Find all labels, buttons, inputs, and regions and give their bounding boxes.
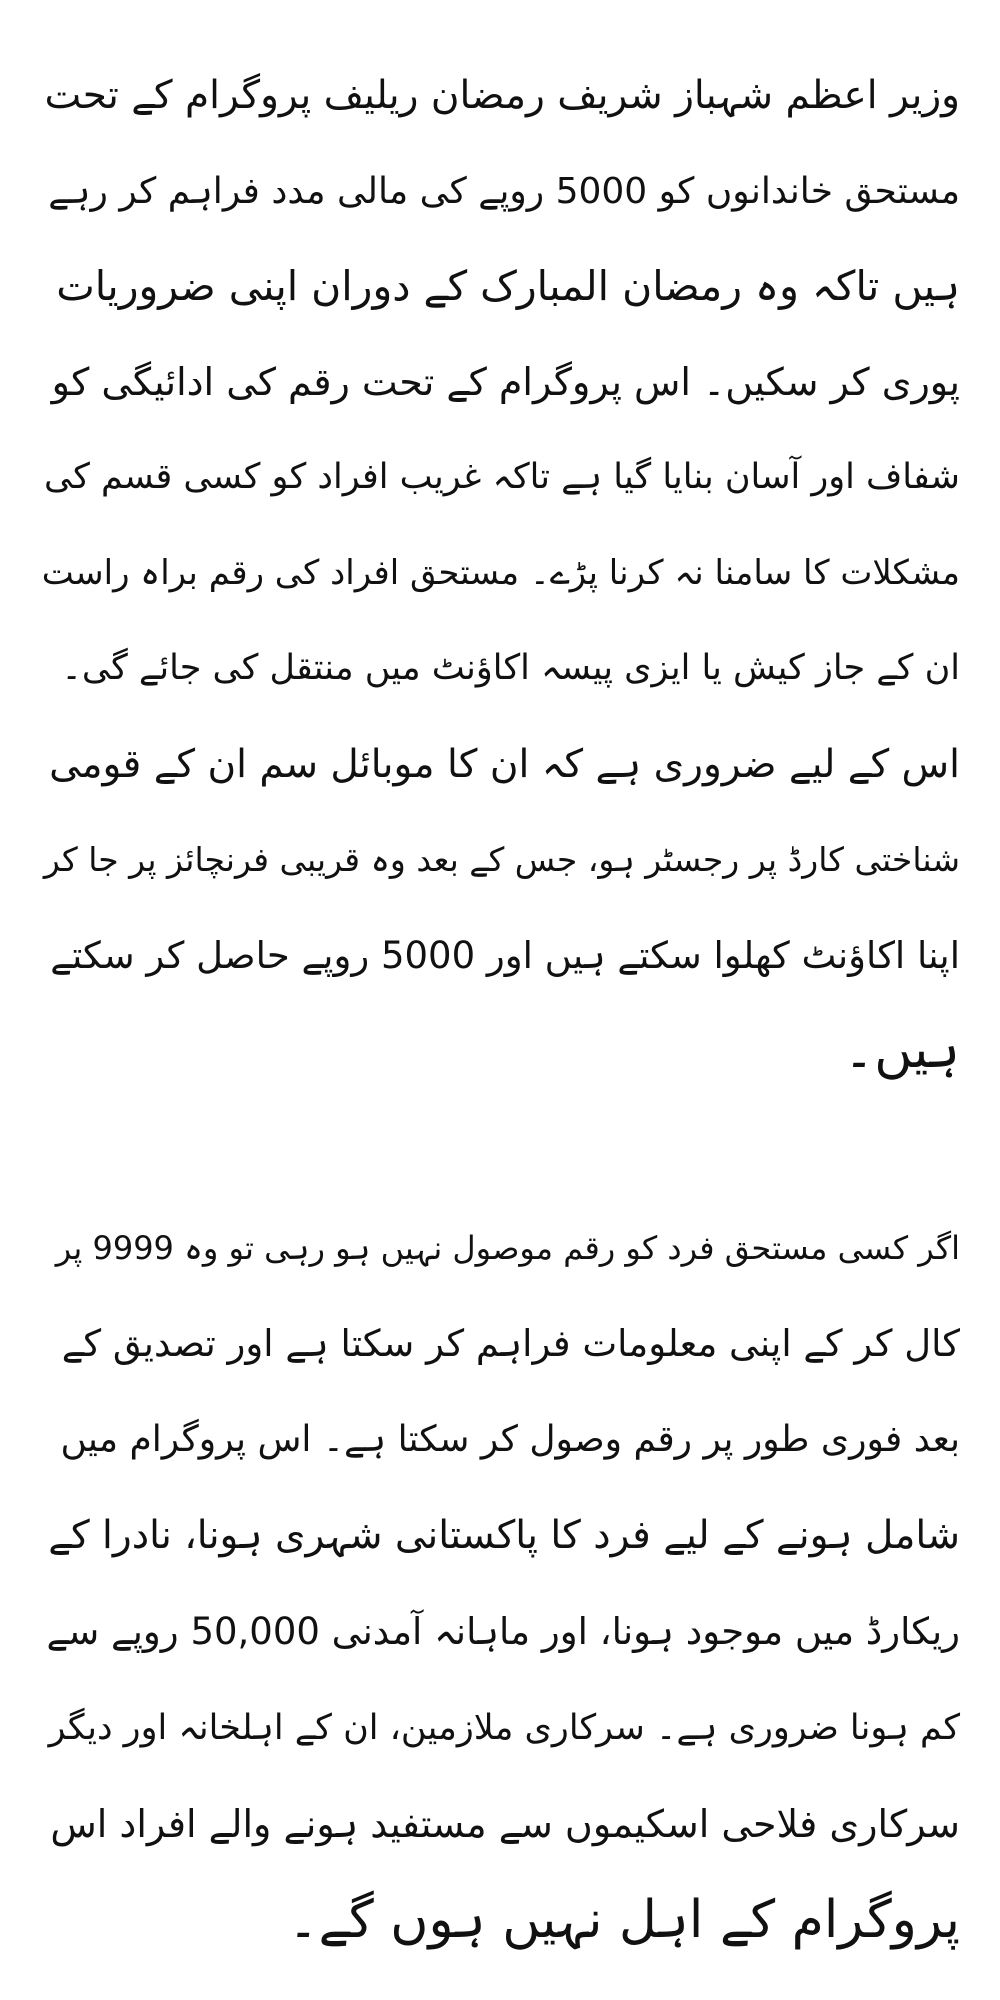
text-line: شناختی کارڈ پر رجسٹر ہو، جس کے بعد وہ قریبی فرنچائز پر جا کر [43,840,960,879]
text-line: شفاف اور آسان بنایا گیا ہے تاکہ غریب افراد کو کسی قسم کی [44,457,960,497]
text-line: شامل ہونے کے لیے فرد کا پاکستانی شہری ہونا، نادرا کے [48,1513,960,1558]
text-line: مستحق خاندانوں کو 5000 روپے کی مالی مدد فراہم کر رہے [48,170,960,212]
paragraph-ramzan-relief-intro [40,48,960,1099]
text-line: سرکاری فلاحی اسکیموں سے مستفید ہونے والے افراد اس [50,1802,960,1846]
text-line: اپنا اکاؤنٹ کھلوا سکتے ہیں اور 5000 روپے حاصل کر سکتے [50,933,960,977]
text-line: مشکلات کا سامنا نہ کرنا پڑے۔ مستحق افراد کی رقم براہ راست [41,552,960,593]
text-line: پوری کر سکیں۔ اس پروگرام کے تحت رقم کی ادائیگی کو [51,359,960,404]
text-line: کال کر کے اپنی معلومات فراہم کر سکتا ہے اور تصدیق کے [61,1322,960,1365]
text-line: کم ہونا ضروری ہے۔ سرکاری ملازمین، ان کے اہلخانہ اور دیگر [48,1708,960,1748]
text-line: اگر کسی مستحق فرد کو رقم موصول نہیں ہو رہی تو وہ 9999 پر [55,1229,960,1267]
text-line: اس کے لیے ضروری ہے کہ ان کا موبائل سم ان کے قومی [49,741,960,787]
text-line: بعد فوری طور پر رقم وصول کر سکتا ہے۔ اس پروگرام میں [60,1419,960,1460]
text-line: ان کے جاز کیش یا ایزی پیسہ اکاؤنٹ میں منتقل کی جائے گی۔ [61,648,960,688]
text-line: ریکارڈ میں موجود ہونا، اور ماہانہ آمدنی 50,000 روپے سے [46,1610,960,1653]
text-line: پروگرام کے اہل نہیں ہوں گے۔ [288,1890,960,1950]
text-line: وزیر اعظم شہباز شریف رمضان ریلیف پروگرام کے تحت [44,73,960,118]
text-line: ہیں تاکہ وہ رمضان المبارک کے دوران اپنی ضروریات [56,262,960,310]
text-line: ہیں۔ [843,1020,960,1080]
paragraph-eligibility [40,1200,960,1968]
